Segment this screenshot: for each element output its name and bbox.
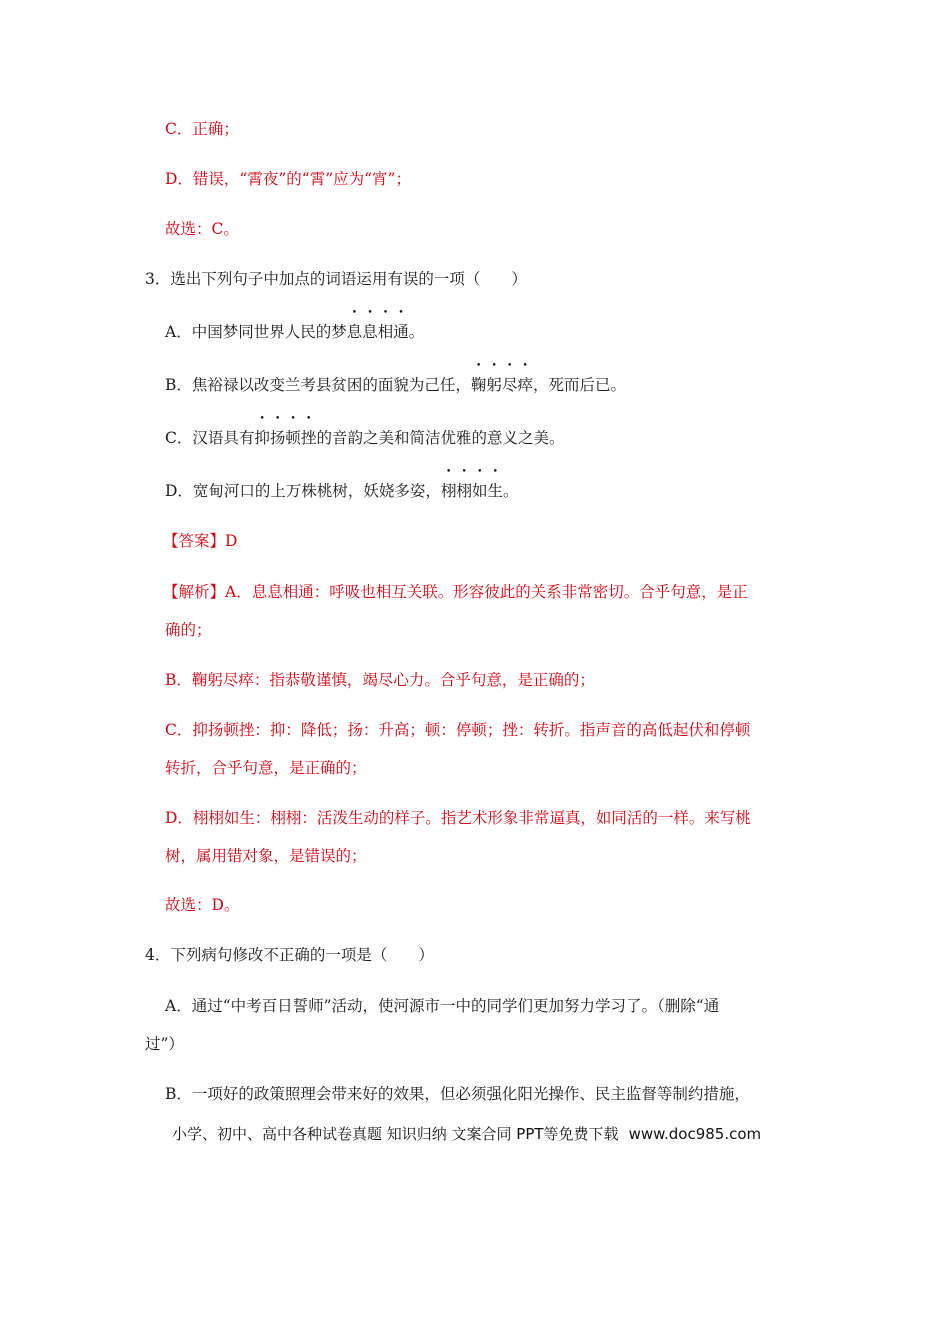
emphasis-char: 栩 [456, 482, 472, 500]
q4-option-b-line1: B．一项好的政策照理会带来好的效果，但必须强化阳光操作、民主监督等制约措施， [165, 1085, 750, 1103]
q3-option-a [165, 321, 424, 343]
q3-option-c [165, 427, 564, 449]
emphasis-char: 顿 [285, 429, 301, 447]
answer-value: D [225, 532, 238, 550]
emphasis-char: 息 [346, 323, 363, 341]
q3-analysis-b: B．鞠躬尽瘁：指恭敬谨慎，竭尽心力。合乎句意，是正确的； [165, 671, 595, 689]
q3-option-d-suffix: 。 [503, 482, 519, 500]
q3-stem: 3．选出下列句子中加点的词语运用有误的一项（ ） [145, 270, 527, 288]
emphasis-char: 通 [393, 323, 409, 341]
q3-option-b [165, 374, 626, 396]
q3-option-b-suffix: ，死而后已。 [532, 376, 626, 394]
q3-conclusion: 故选：D。 [165, 896, 240, 914]
q3-analysis-d-line1: D．栩栩如生：栩栩：活泼生动的样子。指艺术形象非常逼真，如同活的一样。来写桃 [165, 809, 751, 827]
q3-option-c-prefix: C．汉语具有 [165, 429, 255, 447]
q2-conclusion: 故选：C。 [165, 220, 239, 238]
analysis-label: 【解析】 [163, 583, 226, 601]
q4-option-a-line1: A．通过“中考百日誓师”活动，使河源市一中的同学们更加努力学习了。（删除“通 [165, 997, 720, 1015]
emphasis-char: 栩 [440, 482, 457, 500]
q3-analysis-d-line2: 树，属用错对象，是错误的； [165, 847, 367, 865]
q3-option-a-prefix: A．中国梦同世界人民的梦 [165, 323, 347, 341]
emphasis-char: 相 [377, 323, 394, 341]
emphasis-char: 扬 [269, 429, 286, 447]
q3-answer [163, 530, 237, 552]
emphasis-char: 挫 [300, 429, 317, 447]
emphasis-char: 尽 [501, 376, 518, 394]
emphasis-char: 抑 [254, 429, 270, 447]
q3-option-b-prefix: B．焦裕禄以改变兰考县贫困的面貌为己任， [165, 376, 471, 394]
q2-analysis-d: D．错误，“霄夜”的“霄”应为“宵”； [165, 170, 411, 188]
q3-analysis-a-line1 [163, 581, 748, 603]
emphasis-char: 鞠 [470, 376, 487, 394]
emphasis-char: 生 [487, 482, 503, 500]
emphasis-char: 息 [362, 323, 378, 341]
footer-text: 小学、初中、高中各种试卷真题 知识归纳 文案合同 PPT等免费下载 [172, 1125, 619, 1143]
q3-analysis-c-line2: 转折，合乎句意，是正确的； [165, 759, 367, 777]
emphasis-char: 瘁 [517, 376, 533, 394]
q4-stem: 4．下列病句修改不正确的一项是（ ） [145, 946, 434, 964]
q3-option-d-prefix: D．宽甸河口的上万株桃树，妖娆多姿， [165, 482, 441, 500]
analysis-a-text: A．息息相通：呼吸也相互关联。形容彼此的关系非常密切。合乎句意，是正 [225, 583, 748, 601]
q3-analysis-a-line2: 确的； [165, 621, 212, 639]
q3-option-d [165, 480, 519, 502]
q3-option-c-suffix: 的音韵之美和简洁优雅的意义之美。 [316, 429, 565, 447]
q3-option-a-suffix: 。 [408, 323, 425, 341]
emphasis-char: 如 [471, 482, 488, 500]
footer-site-link[interactable]: www.doc985.com [628, 1125, 762, 1143]
emphasis-char: 躬 [486, 376, 502, 394]
q4-option-a-line2: 过”） [145, 1035, 184, 1053]
q3-analysis-c-line1: C．抑扬顿挫：抑：降低；扬：升高；顿：停顿；挫：转折。指声音的高低起伏和停顿 [165, 721, 751, 739]
q2-analysis-c: C．正确； [165, 120, 239, 138]
answer-label: 【答案】 [163, 532, 226, 550]
page-footer [172, 1123, 761, 1144]
